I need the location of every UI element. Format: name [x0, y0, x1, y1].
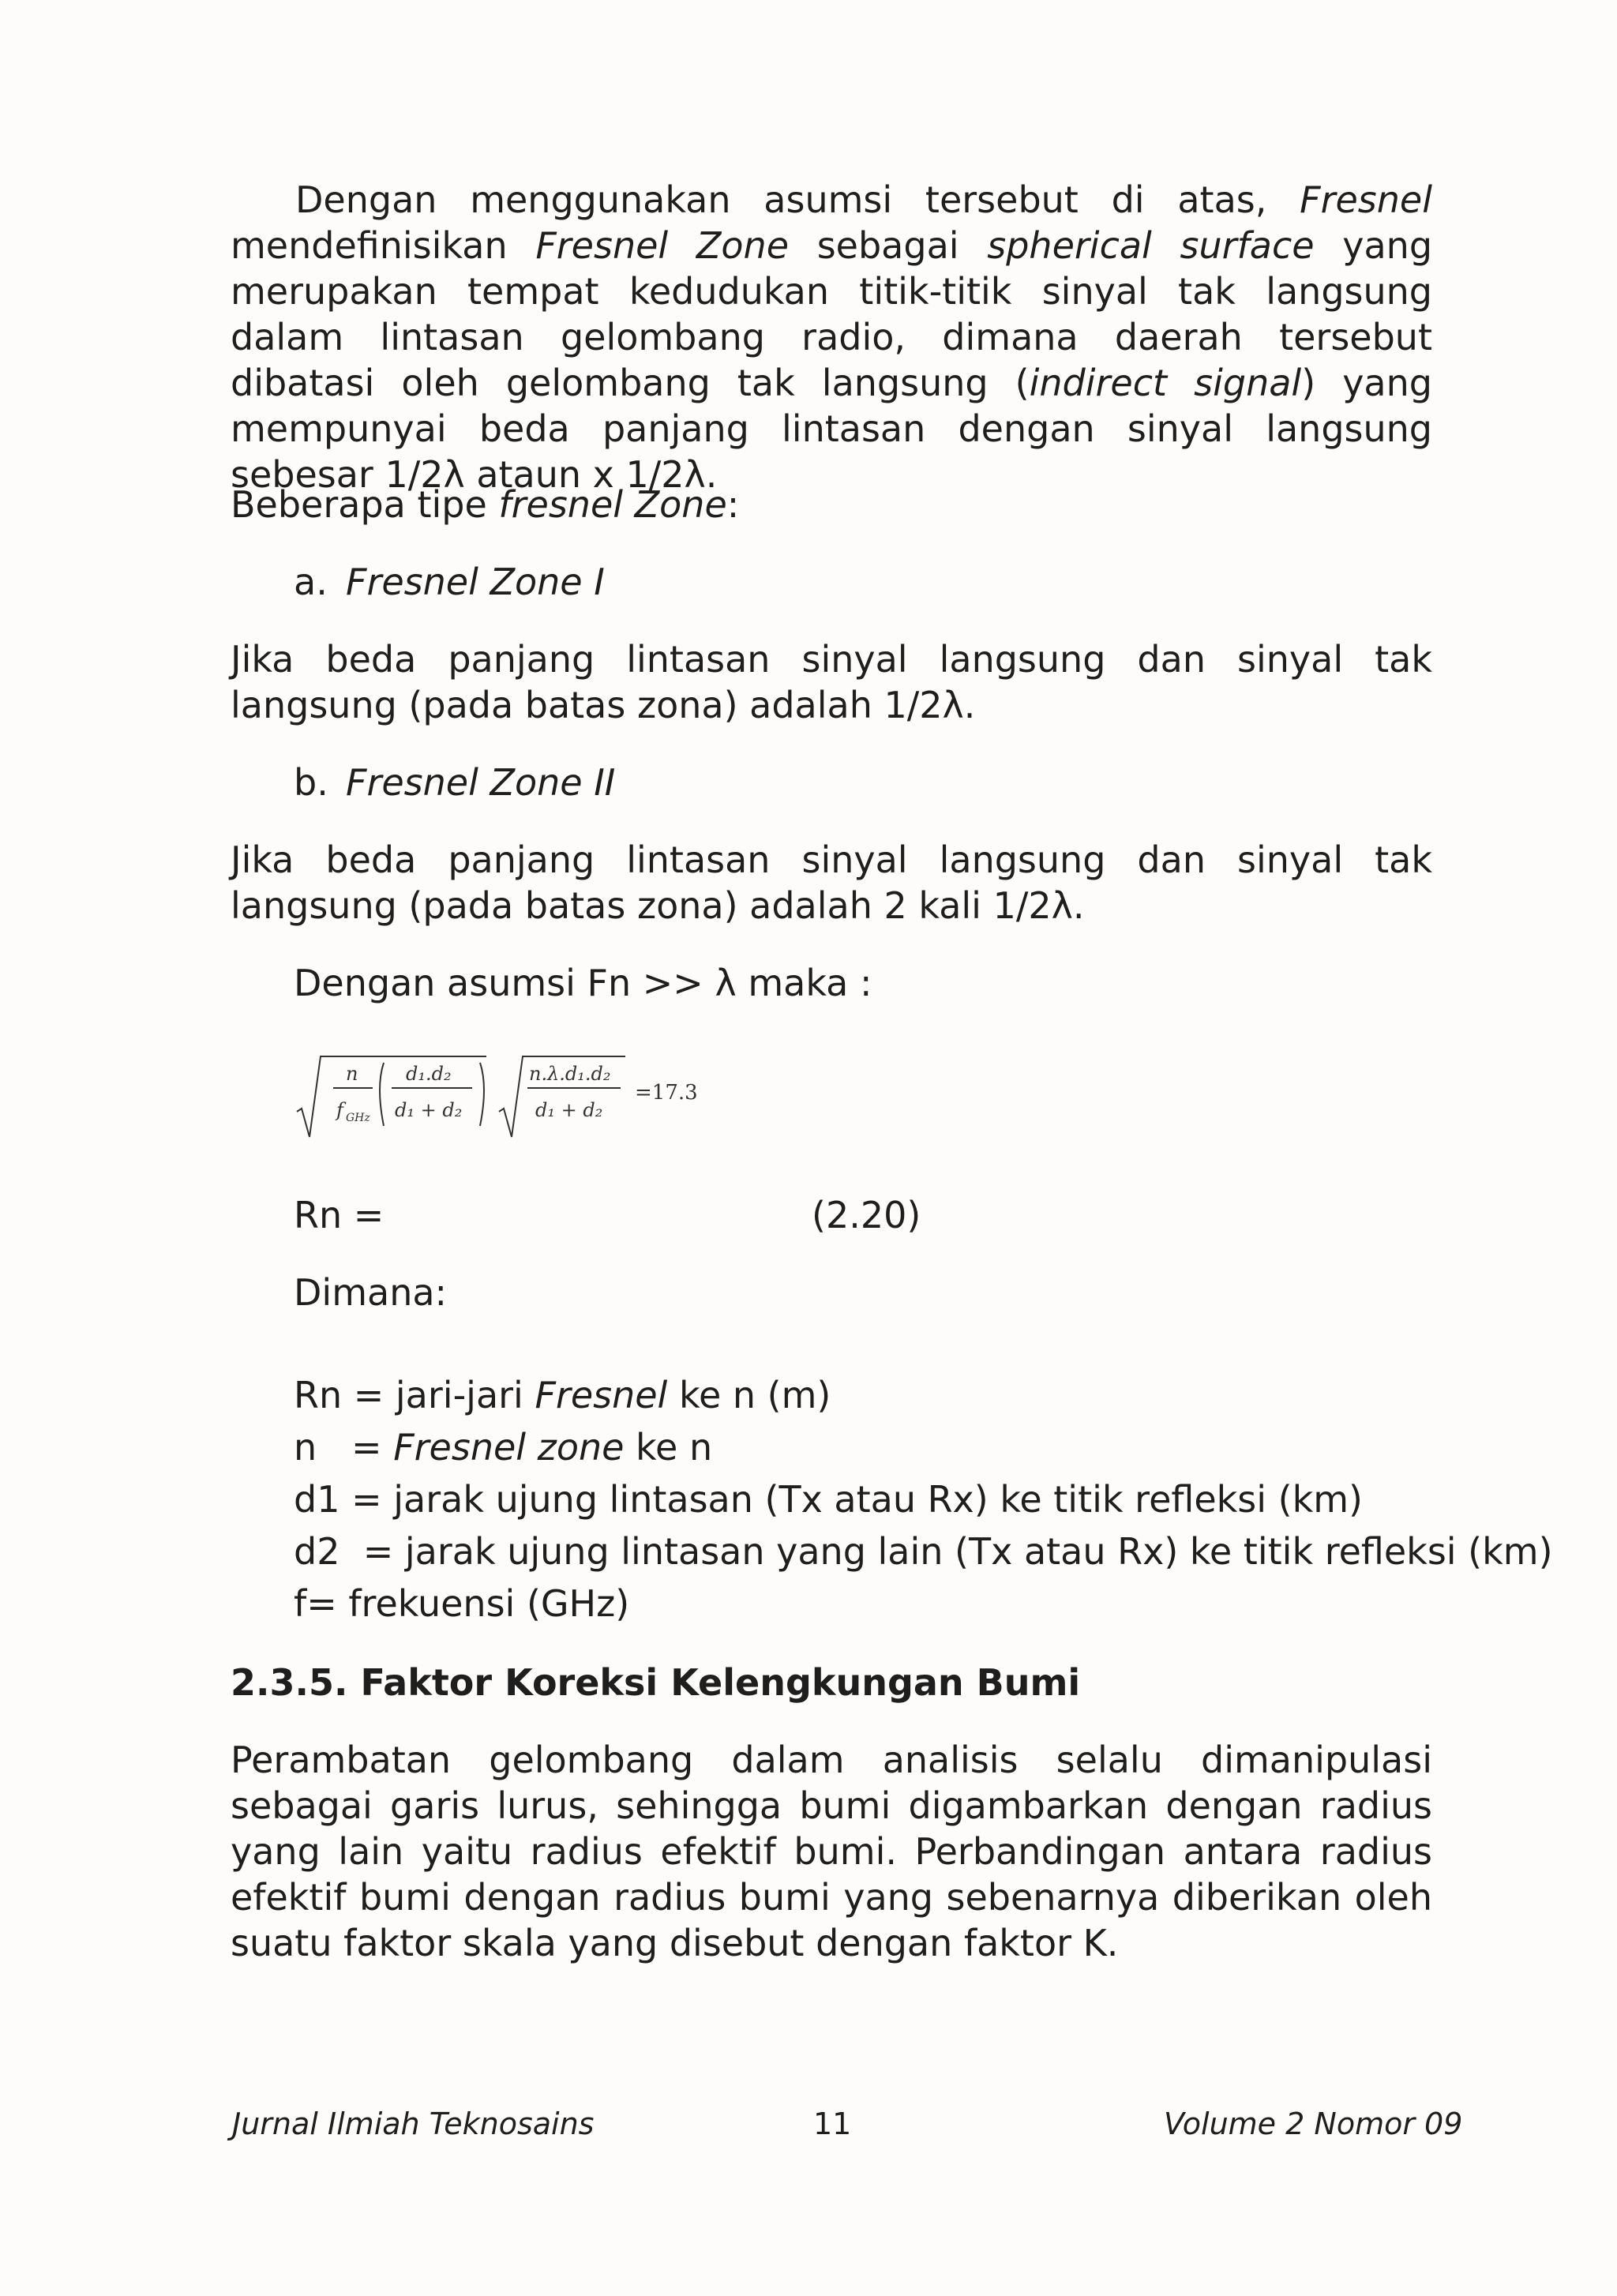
zone-label: Fresnel Zone II [346, 761, 616, 804]
definition-f: f= frekuensi (GHz) [294, 1582, 630, 1625]
zone-2-description: Jika beda panjang lintasan sinyal langsung dan sinyal tak langsung (pada batas zona) adalah 2 kali 1/2λ. [231, 838, 1432, 927]
section-heading: 2.3.5. Faktor Koreksi Kelengkungan Bumi [231, 1661, 1081, 1704]
formula-d1d2: d₁.d₂ [406, 1063, 452, 1085]
definition-d1: d1 = jarak ujung lintasan (Tx atau Rx) ke titik refleksi (km) [294, 1478, 1363, 1521]
formula-d1-plus-d2: d₁ + d₂ [395, 1099, 463, 1121]
types-intro: Beberapa tipe fresnel Zone: [231, 483, 740, 526]
equation-number: (2.20) [812, 1194, 921, 1236]
definition-rn: Rn = jari-jari Fresnel ke n (m) [294, 1374, 831, 1416]
rn-label: Rn = [294, 1194, 385, 1236]
list-marker: b. [294, 761, 328, 804]
footer-volume: Volume 2 Nomor 09 [1164, 2107, 1463, 2141]
footer-journal: Jurnal Ilmiah Teknosains [232, 2107, 595, 2141]
definition-d2: d2 = jarak ujung lintasan yang lain (Tx atau Rx) ke titik refleksi (km) [294, 1530, 1553, 1573]
formula-n: n [346, 1063, 358, 1085]
list-item-zone-1 [294, 559, 605, 605]
formula-result: =17.3 [635, 1081, 698, 1105]
section-paragraph: Perambatan gelombang dalam analisis selalu dimanipulasi sebagai garis lurus, sehingga bumi digambarkan dengan radius yang lain yaitu radius efektif bumi. Perbandingan antara radius efektif bumi dengan radius bumi yang sebenarnya diberikan oleh suatu faktor skala yang disebut dengan faktor K. [231, 1739, 1432, 1964]
definition-n: n = Fresnel zone ke n [294, 1426, 713, 1469]
formula-graphic [294, 1049, 736, 1143]
paragraph-fresnel-definition: Dengan menggunakan asumsi tersebut di atas, Fresnel mendefinisikan Fresnel Zone sebagai spherical surface yang merupakan tempat kedudukan titik-titik sinyal tak langsung dalam lintasan gelombang radio, dimana daerah tersebut dibatasi oleh gelombang tak langsung (indirect signal) yang mempunyai beda panjang lintasan dengan sinyal langsung sebesar 1/2λ ataun x 1/2λ. [231, 178, 1433, 496]
footer-page-number: 11 [813, 2107, 852, 2141]
assumption-line: Dengan asumsi Fn >> λ maka : [294, 962, 872, 1004]
formula-n-lambda-d1d2: n.λ.d₁.d₂ [529, 1063, 611, 1085]
fresnel-radius-formula [294, 1049, 736, 1143]
formula-f: f [336, 1099, 343, 1121]
zone-1-description: Jika beda panjang lintasan sinyal langsung dan sinyal tak langsung (pada batas zona) adalah 1/2λ. [231, 638, 1432, 726]
list-marker: a. [294, 561, 328, 603]
formula-d1-plus-d2-2: d₁ + d₂ [535, 1099, 603, 1121]
list-item-zone-2 [294, 760, 615, 805]
formula-f-subscript: GHz [346, 1112, 370, 1124]
zone-label: Fresnel Zone I [346, 561, 605, 603]
dimana-label: Dimana: [294, 1271, 448, 1314]
